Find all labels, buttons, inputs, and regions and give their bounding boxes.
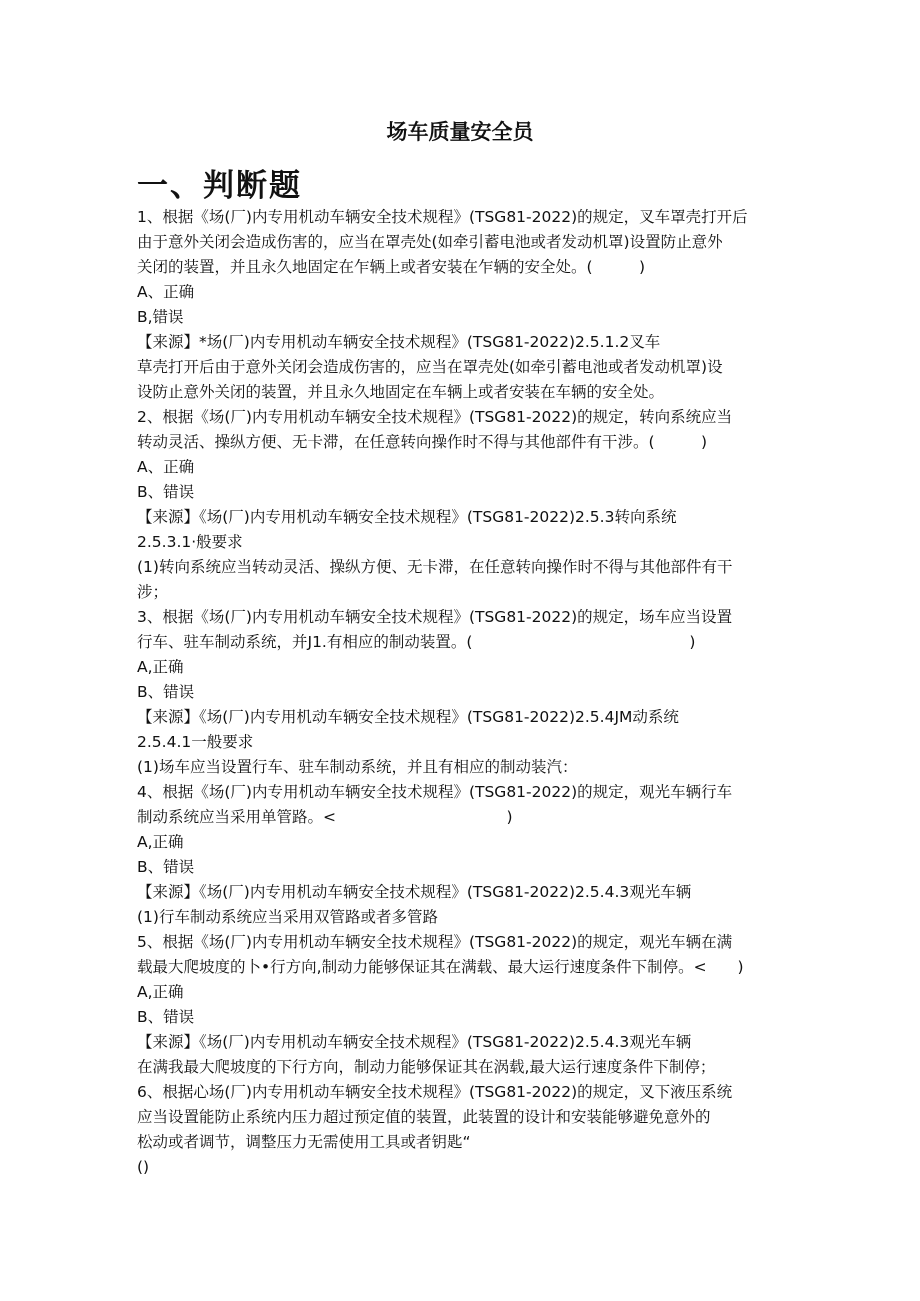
text-line: (1)行车制动系统应当采用双管路或者多管路	[137, 908, 438, 926]
text-line: 【来源】《场(厂)内专用机动车辆安全技术规程》(TSG81-2022)2.5.4.3观光车辆	[137, 883, 692, 901]
text-line: 2.5.3.1·般要求	[137, 533, 243, 551]
text-line: A,正确	[137, 983, 184, 1001]
text-line: 关闭的装置，并且永久地固定在乍辆上或者安装在乍辆的安全处。( )	[137, 258, 646, 276]
section-heading: 一、判断题	[137, 168, 302, 204]
text-line: 【来源】《场(厂)内专用机动车辆安全技术规程》(TSG81-2022)2.5.4.3观光车辆	[137, 1033, 692, 1051]
text-line: 在满我最大爬坡度的下行方向，制动力能够保证其在涡载,最大运行速度条件下制停；	[137, 1058, 716, 1076]
text-line: B、错误	[137, 683, 195, 701]
text-line: 1、根据《场(厂)内专用机动车辆安全技术规程》(TSG81-2022)的规定，叉车罩壳打开后	[137, 208, 748, 226]
text-line: B、错误	[137, 1008, 195, 1026]
text-line: A,正确	[137, 658, 184, 676]
text-line: ()	[137, 1158, 150, 1176]
text-line: 转动灵活、操纵方便、无卡滞，在任意转向操作时不得与其他部件有干涉。( )	[137, 433, 708, 451]
text-line: 松动或者调节，调整压力无需使用工具或者钥匙“	[137, 1133, 471, 1151]
text-line: 2.5.4.1一般要求	[137, 733, 254, 751]
text-line: 3、根据《场(厂)内专用机动车辆安全技术规程》(TSG81-2022)的规定，场车应当设置	[137, 608, 733, 626]
document-body	[137, 205, 797, 1180]
text-line: 草壳打开后由于意外关闭会造成伤害的，应当在罩壳处(如牵引蓄电池或者发动机罩)设	[137, 358, 723, 376]
text-line: (1)转向系统应当转动灵活、操纵方便、无卡滞，在任意转向操作时不得与其他部件有干	[137, 558, 733, 576]
text-line: 设防止意外关闭的装置，并且永久地固定在车辆上或者安装在车辆的安全处。	[137, 383, 665, 401]
text-line: 5、根据《场(厂)内专用机动车辆安全技术规程》(TSG81-2022)的规定，观光车辆在满	[137, 933, 733, 951]
text-line: B,错误	[137, 308, 184, 326]
text-line: A、正确	[137, 458, 195, 476]
text-line: 载最大爬坡度的卜•行方向,制动力能够保证其在满载、最大运行速度条件下制停。< )	[137, 958, 744, 976]
text-line: A,正确	[137, 833, 184, 851]
text-line: 2、根据《场(厂)内专用机动车辆安全技术规程》(TSG81-2022)的规定，转向系统应当	[137, 408, 733, 426]
text-line: B、错误	[137, 483, 195, 501]
text-line: 4、根据《场(厂)内专用机动车辆安全技术规程》(TSG81-2022)的规定，观光车辆行车	[137, 783, 733, 801]
text-line: 6、根据心场(厂)内专用机动车辆安全技术规程》(TSG81-2022)的规定，叉下液压系统	[137, 1083, 733, 1101]
document-title: 场车质量安全员	[386, 120, 534, 144]
text-line: 涉；	[137, 583, 169, 601]
text-line: B、错误	[137, 858, 195, 876]
text-line: 制动系统应当采用单管路。< )	[137, 808, 513, 826]
text-line: 行车、驻车制动系统，并J1.有相应的制动装置。( )	[137, 633, 696, 651]
text-line: 【来源】《场(厂)内专用机动车辆安全技术规程》(TSG81-2022)2.5.3转向系统	[137, 508, 677, 526]
text-line: 【来源】*场(厂)内专用机动车辆安全技术规程》(TSG81-2022)2.5.1.2叉车	[137, 333, 661, 351]
text-line: (1)场车应当设置行车、驻车制动系统，并且有相应的制动装汽：	[137, 758, 578, 776]
text-line: 【来源】《场(厂)内专用机动车辆安全技术规程》(TSG81-2022)2.5.4JM动系统	[137, 708, 679, 726]
text-line: 由于意外关闭会造成伤害的，应当在罩壳处(如牵引蓄电池或者发动机罩)设置防止意外	[137, 233, 723, 251]
text-line: 应当设置能防止系统内压力超过预定值的装置，此装置的设计和安装能够避免意外的	[137, 1108, 711, 1126]
text-line: A、正确	[137, 283, 195, 301]
